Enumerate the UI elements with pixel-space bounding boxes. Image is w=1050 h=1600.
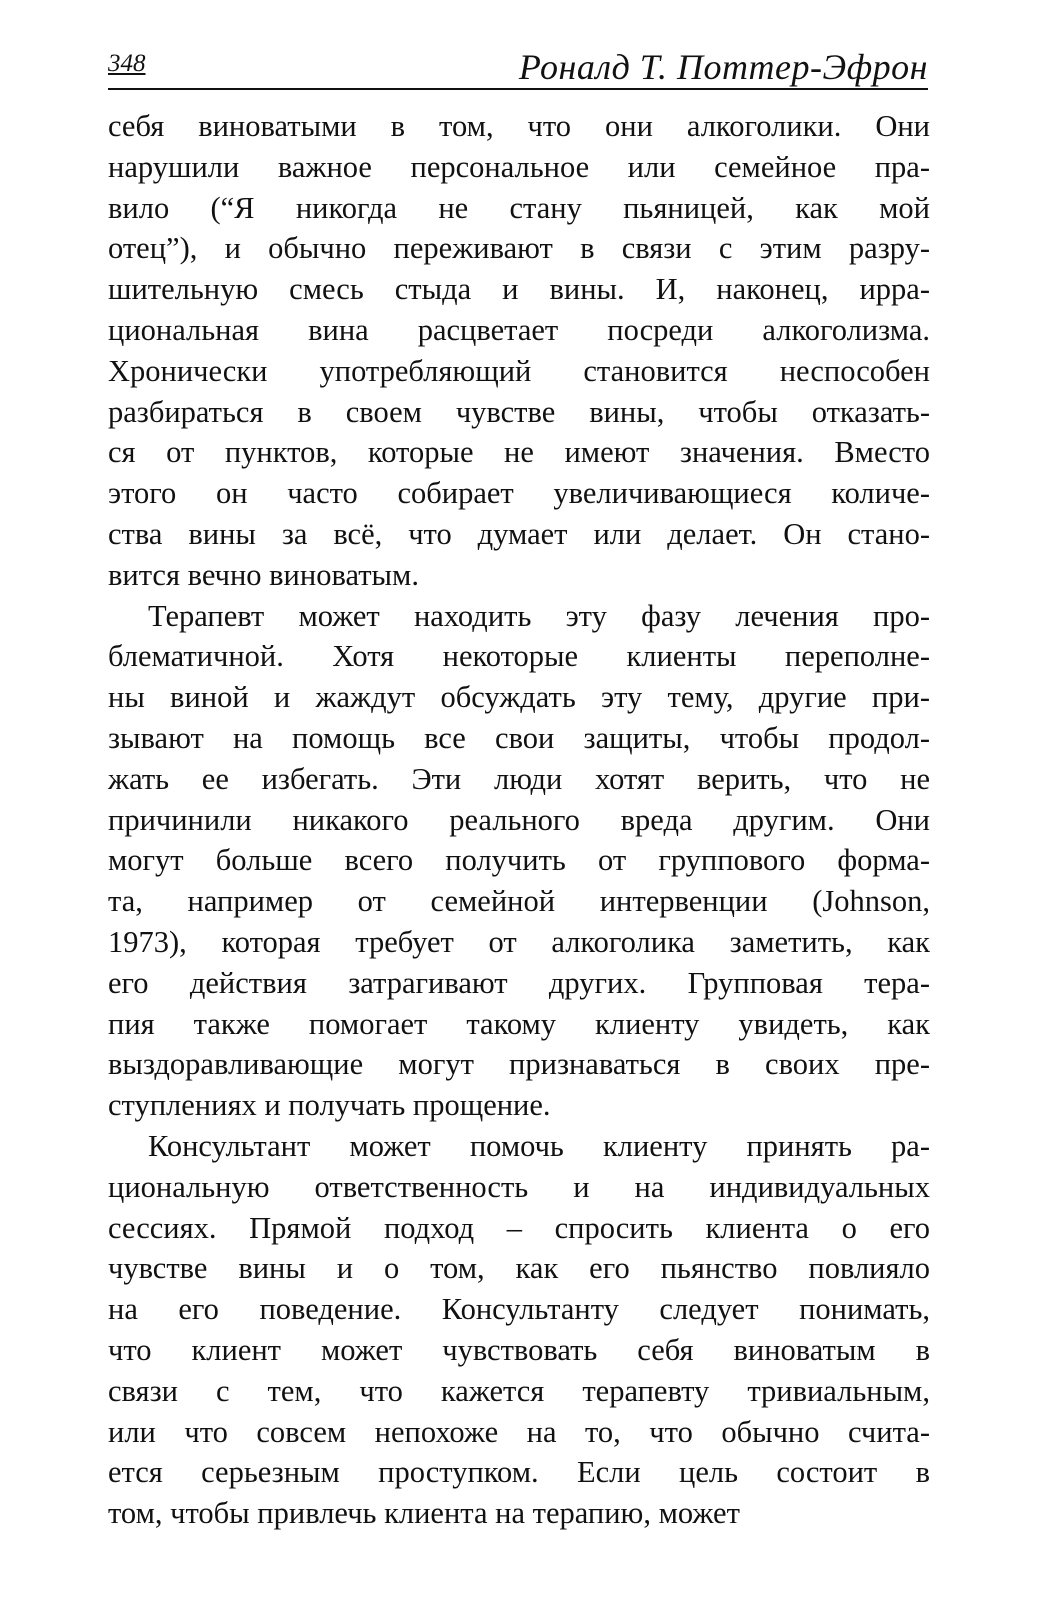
page-header xyxy=(108,47,928,90)
page-number: 348 xyxy=(108,50,146,77)
text-line: ступлениях и получать прощение. xyxy=(108,1088,551,1123)
text-line: блематичной. Хотя некоторые клиенты переполне- xyxy=(108,639,930,674)
text-line: сессиях. Прямой подход – спросить клиента о его xyxy=(108,1210,930,1245)
text-line: та, например от семейной интервенции (Johnson, xyxy=(108,884,930,919)
text-line: нарушили важное персональное или семейное пра- xyxy=(108,149,930,184)
text-line: ны виной и жаждут обсуждать эту тему, другие при- xyxy=(108,680,930,715)
text-line: вило (“Я никогда не стану пьяницей, как мой xyxy=(108,190,930,225)
text-line: зывают на помощь все свои защиты, чтобы продол- xyxy=(108,720,930,755)
text-line: ется серьезным проступком. Если цель состоит в xyxy=(108,1455,930,1490)
text-line: циональная вина расцветает посреди алкоголизма. xyxy=(108,312,930,347)
paragraph-3 xyxy=(108,1126,930,1534)
paragraph-2 xyxy=(108,596,930,1126)
text-line: ства вины за всё, что думает или делает. Он стано- xyxy=(108,516,930,551)
text-line: себя виноватыми в том, что они алкоголики. Они xyxy=(108,109,930,143)
text-line: пия также помогает такому клиенту увидеть, как xyxy=(108,1006,930,1041)
text-line: причинили никакого реального вреда другим. Они xyxy=(108,802,930,837)
text-line: связи с тем, что кажется терапевту тривиальным, xyxy=(108,1373,930,1408)
text-line: шительную смесь стыда и вины. И, наконец, ирра- xyxy=(108,272,930,307)
text-line: или что совсем непохоже на то, что обычно счита- xyxy=(108,1414,930,1449)
text-line: выздоравливающие могут признаваться в своих пре- xyxy=(108,1047,930,1082)
text-line: его действия затрагивают других. Групповая тера- xyxy=(108,965,930,1000)
paragraph-1 xyxy=(108,106,930,596)
text-line: этого он часто собирает увеличивающиеся количе- xyxy=(108,476,930,511)
text-line: жать ее избегать. Эти люди хотят верить, что не xyxy=(108,761,930,796)
text-line: на его поведение. Консультанту следует понимать, xyxy=(108,1292,930,1327)
text-line: Консультант может помочь клиенту принять ра- xyxy=(148,1128,930,1163)
text-line: отец”), и обычно переживают в связи с этим разру- xyxy=(108,231,930,266)
text-line: циональную ответственность и на индивидуальных xyxy=(108,1169,930,1204)
text-line: что клиент может чувствовать себя виноватым в xyxy=(108,1332,930,1367)
text-line: Терапевт может находить эту фазу лечения про- xyxy=(148,598,930,633)
text-line: ся от пунктов, которые не имеют значения. Вместо xyxy=(108,435,930,470)
text-line: том, чтобы привлечь клиента на терапию, может xyxy=(108,1496,740,1531)
text-line: 1973), которая требует от алкоголика заметить, как xyxy=(108,924,930,959)
running-title: Роналд Т. Поттер-Эфрон xyxy=(518,47,928,87)
text-line: Хронически употребляющий становится неспособен xyxy=(108,353,930,388)
text-line: чувстве вины и о том, как его пьянство повлияло xyxy=(108,1251,930,1286)
text-line: могут больше всего получить от группового форма- xyxy=(108,843,930,878)
body-text xyxy=(108,106,930,1534)
text-line: вится вечно виноватым. xyxy=(108,557,419,592)
text-line: разбираться в своем чувстве вины, чтобы отказать- xyxy=(108,394,930,429)
